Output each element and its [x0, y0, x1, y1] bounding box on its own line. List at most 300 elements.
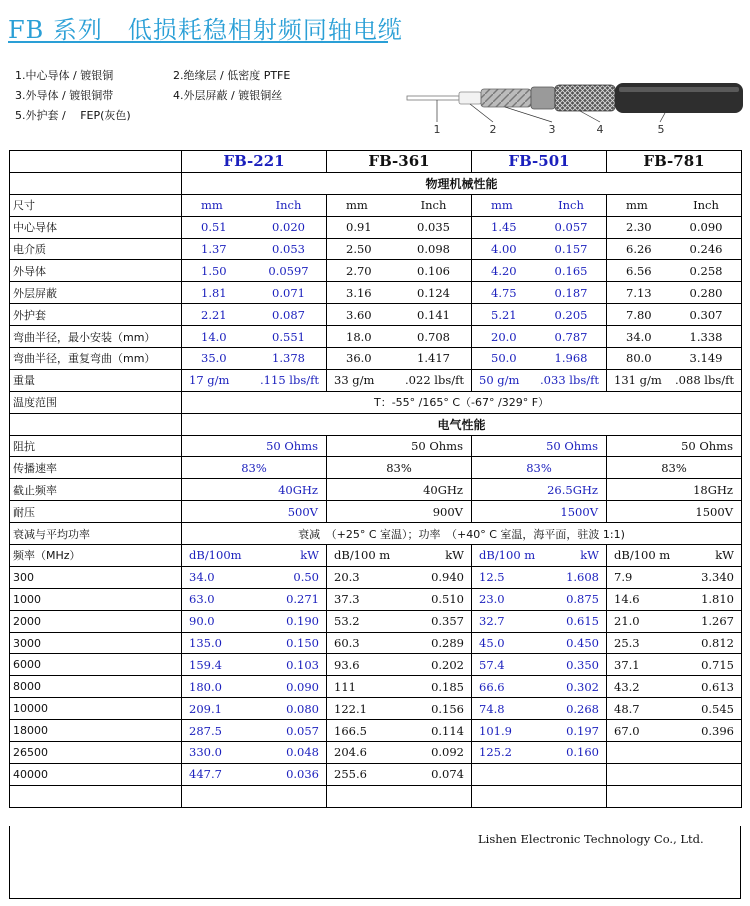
freq-data-b: 0.812: [701, 636, 734, 651]
empty-cell: [10, 785, 182, 807]
freq-row: [10, 763, 742, 785]
freq-data-b: 0.103: [286, 657, 319, 672]
braid-shield-shape: [555, 85, 615, 111]
elec-value: 900V: [327, 501, 472, 523]
mech-value-b: 0.708: [417, 329, 450, 344]
mech-value-b: 0.141: [417, 307, 450, 322]
freq-data-b: 0.396: [701, 723, 734, 738]
freq-data-a: 63.0: [189, 592, 215, 607]
freq-data-b: 0.150: [286, 636, 319, 651]
freq-data-a: 25.3: [614, 636, 640, 651]
freq-data-a: 74.8: [479, 701, 505, 716]
freq-data-b: 0.545: [701, 701, 734, 716]
freq-data-a: 447.7: [189, 767, 222, 782]
freq-data-a: 43.2: [614, 679, 640, 694]
freq-data-b: 0.156: [431, 701, 464, 716]
header-blank: [10, 151, 182, 173]
freq-data-a: 57.4: [479, 657, 505, 672]
freq-data: [182, 654, 327, 676]
freq-data: [327, 654, 472, 676]
freq-data-a: 20.3: [334, 570, 360, 585]
mech-value-b: 0.258: [689, 263, 723, 278]
elec-label: 耐压: [10, 501, 182, 523]
mech-label: 电介质: [10, 238, 182, 260]
mech-value-b: 1.968: [554, 351, 588, 366]
freq-data-b: 0.50: [293, 570, 319, 585]
cable-diagram: [405, 78, 747, 138]
elec-value: 83%: [472, 457, 607, 479]
mech-value: [472, 348, 607, 370]
mech-label: 外导体: [10, 260, 182, 282]
legend-item-5: 5.外护套 / FEP(灰色): [15, 109, 131, 122]
freq-data-b: 0.510: [431, 592, 464, 607]
weight-value: [607, 369, 742, 391]
weight-value-a: 33 g/m: [334, 373, 375, 388]
freq-data: [182, 698, 327, 720]
mech-value-b: 0.124: [417, 285, 450, 300]
model-header-3: FB-781: [607, 151, 742, 173]
freq-data: [182, 588, 327, 610]
cable-label-2: 2: [489, 123, 497, 136]
mech-row: [10, 238, 742, 260]
mech-value-a: 50.0: [491, 351, 517, 366]
freq-value: 6000: [10, 654, 182, 676]
section-blank: [10, 413, 182, 435]
freq-data-b: 0.057: [286, 723, 319, 738]
freq-unit-col-2-b: kW: [580, 548, 599, 563]
freq-unit-col-2: [472, 545, 607, 567]
freq-data-a: 93.6: [334, 657, 360, 672]
freq-data-b: 0.615: [566, 614, 599, 629]
section-electrical: 电气性能: [182, 413, 742, 435]
freq-value: 8000: [10, 676, 182, 698]
mech-value-a: 34.0: [626, 329, 652, 344]
freq-row: [10, 676, 742, 698]
mech-value-b: 0.035: [417, 220, 450, 235]
freq-data: [472, 720, 607, 742]
unit-col-0-b: Inch: [275, 198, 302, 213]
freq-data-a: 166.5: [334, 723, 367, 738]
mech-value: [327, 216, 472, 238]
freq-data-b: 0.202: [431, 657, 464, 672]
mech-value-b: 1.378: [272, 351, 305, 366]
unit-col-2-a: mm: [491, 198, 513, 213]
mech-value-a: 14.0: [201, 329, 227, 344]
freq-data-b: 0.875: [566, 592, 599, 607]
mech-value: [327, 282, 472, 304]
mech-value-a: 0.91: [346, 220, 372, 235]
freq-row: [10, 632, 742, 654]
elec-row: [10, 457, 742, 479]
freq-unit-col-1-a: dB/100 m: [334, 548, 391, 563]
freq-data: [327, 698, 472, 720]
freq-data-b: 3.340: [701, 570, 734, 585]
mech-label: 弯曲半径，最小安装（mm）: [10, 326, 182, 348]
elec-value: 1500V: [472, 501, 607, 523]
mech-value-a: 4.20: [491, 263, 517, 278]
mech-value: [182, 216, 327, 238]
mech-value-a: 2.70: [346, 263, 372, 278]
freq-data-a: 48.7: [614, 701, 640, 716]
freq-value: 18000: [10, 720, 182, 742]
mech-value: [472, 282, 607, 304]
mech-row: [10, 260, 742, 282]
freq-data-b: 0.357: [431, 614, 464, 629]
mech-value-a: 7.13: [626, 285, 652, 300]
freq-row: [10, 742, 742, 764]
weight-value-b: .033 lbs/ft: [540, 373, 599, 388]
freq-value: 10000: [10, 698, 182, 720]
spec-table: [9, 150, 742, 808]
mech-row: [10, 304, 742, 326]
weight-value-a: 50 g/m: [479, 373, 520, 388]
freq-row: [10, 720, 742, 742]
mech-value-a: 18.0: [346, 329, 372, 344]
freq-data-b: 0.271: [286, 592, 319, 607]
freq-data: [607, 742, 742, 764]
legend-item-2: 2.绝缘层 / 低密度 PTFE: [173, 69, 291, 82]
mech-value: [182, 348, 327, 370]
mech-value: [472, 326, 607, 348]
mech-row: [10, 282, 742, 304]
freq-data-a: 34.0: [189, 570, 215, 585]
freq-data-b: 0.074: [431, 767, 464, 782]
freq-data-b: 0.160: [566, 745, 599, 760]
elec-value: 26.5GHz: [472, 479, 607, 501]
freq-data-a: 287.5: [189, 723, 222, 738]
freq-data-a: 45.0: [479, 636, 505, 651]
freq-data: [182, 632, 327, 654]
mech-value: [327, 348, 472, 370]
freq-unit-col-1-b: kW: [445, 548, 464, 563]
freq-unit-col-0-b: kW: [300, 548, 319, 563]
center-conductor-shape: [407, 96, 459, 100]
mech-value: [607, 326, 742, 348]
freq-data: [472, 566, 607, 588]
weight-value-b: .022 lbs/ft: [405, 373, 464, 388]
mech-value: [182, 238, 327, 260]
mech-value-b: 0.157: [554, 242, 588, 256]
unit-col-1-b: Inch: [420, 198, 447, 213]
freq-unit-col-3-b: kW: [715, 548, 734, 563]
freq-data: [607, 632, 742, 654]
freq-data: [182, 720, 327, 742]
temp-label: 温度范围: [10, 391, 182, 413]
freq-data-a: 135.0: [189, 636, 222, 651]
unit-col-0: [182, 194, 327, 216]
mech-value-a: 80.0: [626, 351, 652, 366]
freq-unit-col-1: [327, 545, 472, 567]
freq-data-a: 60.3: [334, 636, 360, 651]
atten-row: [10, 523, 742, 545]
elec-value: 500V: [182, 501, 327, 523]
mech-value-a: 20.0: [491, 329, 517, 344]
freq-data: [607, 566, 742, 588]
freq-data: [327, 676, 472, 698]
weight-label: 重量: [10, 369, 182, 391]
weight-row: [10, 369, 742, 391]
unit-col-2: [472, 194, 607, 216]
freq-data-a: 101.9: [479, 723, 512, 738]
mech-value-a: 2.21: [201, 307, 227, 322]
elec-value: 18GHz: [607, 479, 742, 501]
freq-data-b: 0.613: [701, 679, 734, 694]
mech-value-b: 0.551: [272, 329, 305, 344]
elec-value: 1500V: [607, 501, 742, 523]
mech-value: [327, 260, 472, 282]
elec-label: 阻抗: [10, 435, 182, 457]
mech-value-b: 0.187: [554, 285, 588, 300]
empty-cell: [472, 785, 607, 807]
freq-data: [607, 763, 742, 785]
mech-value-b: 0.090: [689, 220, 723, 235]
cable-label-1: 1: [433, 123, 441, 136]
freq-data-b: 0.092: [431, 745, 464, 760]
atten-label: 衰减与平均功率: [10, 523, 182, 545]
freq-data: [472, 698, 607, 720]
freq-data: [327, 610, 472, 632]
mech-label: 外层屏蔽: [10, 282, 182, 304]
freq-data: [182, 763, 327, 785]
mech-value-b: 1.417: [417, 351, 450, 366]
cable-label-3: 3: [548, 123, 556, 136]
freq-row: [10, 698, 742, 720]
mech-value-a: 35.0: [201, 351, 227, 366]
freq-data-a: 14.6: [614, 592, 640, 607]
elec-value: 50 Ohms: [607, 435, 742, 457]
unit-col-3: [607, 194, 742, 216]
freq-row: [10, 588, 742, 610]
mech-value-b: 0.0597: [268, 263, 309, 278]
model-header-1: FB-361: [327, 151, 472, 173]
mech-value: [472, 260, 607, 282]
mech-value-b: 0.307: [689, 307, 723, 322]
mech-row: [10, 348, 742, 370]
freq-data: [472, 632, 607, 654]
freq-data-a: 7.9: [614, 570, 633, 585]
elec-value: 40GHz: [327, 479, 472, 501]
model-header-2: FB-501: [472, 151, 607, 173]
mech-label: 中心导体: [10, 216, 182, 238]
cable-label-4: 4: [596, 123, 604, 136]
mech-value: [327, 238, 472, 260]
freq-data: [472, 763, 607, 785]
freq-data-a: 12.5: [479, 570, 505, 585]
mech-value-a: 0.51: [201, 220, 227, 235]
unit-col-3-b: Inch: [693, 198, 719, 213]
mech-value: [182, 282, 327, 304]
freq-row: [10, 654, 742, 676]
freq-data-b: 0.190: [286, 614, 319, 629]
mech-value-b: 0.087: [272, 307, 305, 322]
freq-data-b: 0.350: [566, 657, 599, 672]
freq-data-b: 0.302: [566, 679, 599, 694]
mech-value-a: 6.26: [626, 242, 652, 256]
legend-item-4: 4.外层屏蔽 / 镀银铜丝: [173, 89, 283, 102]
construction-legend: [15, 66, 405, 126]
mech-label: 弯曲半径，重复弯曲（mm）: [10, 348, 182, 370]
freq-data: [182, 742, 327, 764]
company-name: Lishen Electronic Technology Co., Ltd.: [478, 832, 704, 846]
units-row: [10, 194, 742, 216]
mech-value-b: 0.106: [417, 263, 450, 278]
mech-value-b: 0.098: [417, 242, 450, 256]
mechanical-section-row: [10, 172, 742, 194]
freq-row: [10, 566, 742, 588]
freq-value: 300: [10, 566, 182, 588]
freq-data-a: 330.0: [189, 745, 222, 760]
mech-value: [607, 304, 742, 326]
freq-data-b: 0.197: [566, 723, 599, 738]
mech-value-b: 0.205: [554, 307, 588, 322]
freq-data-a: 37.1: [614, 657, 640, 672]
freq-unit-col-0-a: dB/100m: [189, 548, 242, 563]
mech-value-a: 2.30: [626, 220, 652, 235]
elec-label: 截止频率: [10, 479, 182, 501]
mech-value: [182, 260, 327, 282]
mech-label: 外护套: [10, 304, 182, 326]
elec-value: 83%: [182, 457, 327, 479]
legend-item-3: 3.外导体 / 镀银铜带: [15, 89, 114, 102]
freq-data: [607, 588, 742, 610]
weight-value-a: 131 g/m: [614, 373, 662, 388]
jacket-highlight: [619, 87, 739, 92]
elec-value: 40GHz: [182, 479, 327, 501]
freq-data-a: 66.6: [479, 679, 505, 694]
freq-data: [607, 720, 742, 742]
mech-value-a: 2.50: [346, 242, 372, 256]
freq-data-a: 209.1: [189, 701, 222, 716]
mech-value: [182, 326, 327, 348]
mech-value-b: 0.057: [554, 220, 588, 235]
freq-value: 2000: [10, 610, 182, 632]
freq-data-a: 255.6: [334, 767, 367, 782]
mech-value-a: 1.50: [201, 263, 227, 278]
freq-unit-col-3-a: dB/100 m: [614, 548, 671, 563]
mech-value: [472, 216, 607, 238]
section-mechanical: 物理机械性能: [182, 172, 742, 194]
freq-value: 1000: [10, 588, 182, 610]
mech-value-a: 3.16: [346, 285, 372, 300]
mech-value: [327, 304, 472, 326]
freq-data-a: 67.0: [614, 723, 640, 738]
freq-data: [472, 742, 607, 764]
mech-value-b: 0.165: [554, 263, 588, 278]
legend-item-1: 1.中心导体 / 镀银铜: [15, 69, 114, 82]
mech-value-a: 1.37: [201, 242, 227, 256]
empty-cell: [182, 785, 327, 807]
freq-data-a: 159.4: [189, 657, 222, 672]
freq-data-b: 0.940: [431, 570, 464, 585]
elec-row: [10, 435, 742, 457]
freq-data-b: 0.090: [286, 679, 319, 694]
weight-value: [472, 369, 607, 391]
mech-value: [472, 238, 607, 260]
freq-data: [607, 698, 742, 720]
elec-row: [10, 501, 742, 523]
freq-data: [327, 632, 472, 654]
unit-col-2-b: Inch: [558, 198, 584, 213]
freq-data-b: 0.715: [701, 657, 734, 672]
freq-data-a: 23.0: [479, 592, 505, 607]
unit-col-0-a: mm: [201, 198, 223, 213]
mech-value: [327, 326, 472, 348]
freq-data: [607, 676, 742, 698]
model-header-row: [10, 151, 742, 173]
freq-value: 40000: [10, 763, 182, 785]
freq-header-row: [10, 545, 742, 567]
outer-conductor-shape: [481, 89, 531, 107]
mech-value-b: 1.338: [689, 329, 723, 344]
freq-data: [472, 654, 607, 676]
unit-col-1-a: mm: [346, 198, 368, 213]
unit-col-3-a: mm: [626, 198, 648, 213]
mech-value: [607, 348, 742, 370]
weight-value-b: .115 lbs/ft: [260, 373, 319, 388]
electrical-section-row: [10, 413, 742, 435]
foil-layer-shape: [531, 87, 555, 109]
freq-data-b: 0.080: [286, 701, 319, 716]
freq-data-a: 53.2: [334, 614, 360, 629]
freq-data-a: 180.0: [189, 679, 222, 694]
weight-value-a: 17 g/m: [189, 373, 230, 388]
mech-value: [607, 238, 742, 260]
weight-value-b: .088 lbs/ft: [675, 373, 734, 388]
mech-value-b: 0.020: [272, 220, 305, 235]
freq-data-b: 0.114: [431, 723, 464, 738]
freq-data-b: 0.185: [431, 679, 464, 694]
freq-data: [607, 654, 742, 676]
freq-data-a: 37.3: [334, 592, 360, 607]
temp-value: T：-55° /165° C（-67° /329° F）: [182, 391, 742, 413]
freq-data: [327, 588, 472, 610]
freq-data-a: 32.7: [479, 614, 505, 629]
elec-value: 83%: [327, 457, 472, 479]
freq-data: [327, 763, 472, 785]
freq-data-b: 0.036: [286, 767, 319, 782]
mech-value-b: 0.787: [554, 329, 588, 344]
mech-value-a: 5.21: [491, 307, 517, 322]
freq-label: 频率（MHz）: [10, 545, 182, 567]
mech-value: [607, 216, 742, 238]
freq-data: [327, 742, 472, 764]
elec-value: 50 Ohms: [327, 435, 472, 457]
freq-data-a: 122.1: [334, 701, 367, 716]
mech-value-a: 4.00: [491, 242, 517, 256]
weight-value: [327, 369, 472, 391]
mech-value-a: 4.75: [491, 285, 517, 300]
mech-value-a: 7.80: [626, 307, 652, 322]
weight-value: [182, 369, 327, 391]
elec-value: 50 Ohms: [472, 435, 607, 457]
freq-unit-col-2-a: dB/100 m: [479, 548, 536, 563]
mech-value-a: 36.0: [346, 351, 372, 366]
freq-value: 3000: [10, 632, 182, 654]
mech-value: [472, 304, 607, 326]
mech-value-b: 0.280: [689, 285, 723, 300]
section-blank: [10, 172, 182, 194]
freq-data: [182, 610, 327, 632]
mech-value-b: 0.053: [272, 242, 305, 256]
mech-value-a: 3.60: [346, 307, 372, 322]
freq-data: [327, 566, 472, 588]
model-header-0: FB-221: [182, 151, 327, 173]
freq-data-b: 0.450: [566, 636, 599, 651]
page-title: FB 系列 低损耗稳相射频同轴电缆: [8, 16, 403, 44]
mech-value-a: 1.81: [201, 285, 227, 300]
mech-value-a: 6.56: [626, 263, 652, 278]
mech-row: [10, 326, 742, 348]
